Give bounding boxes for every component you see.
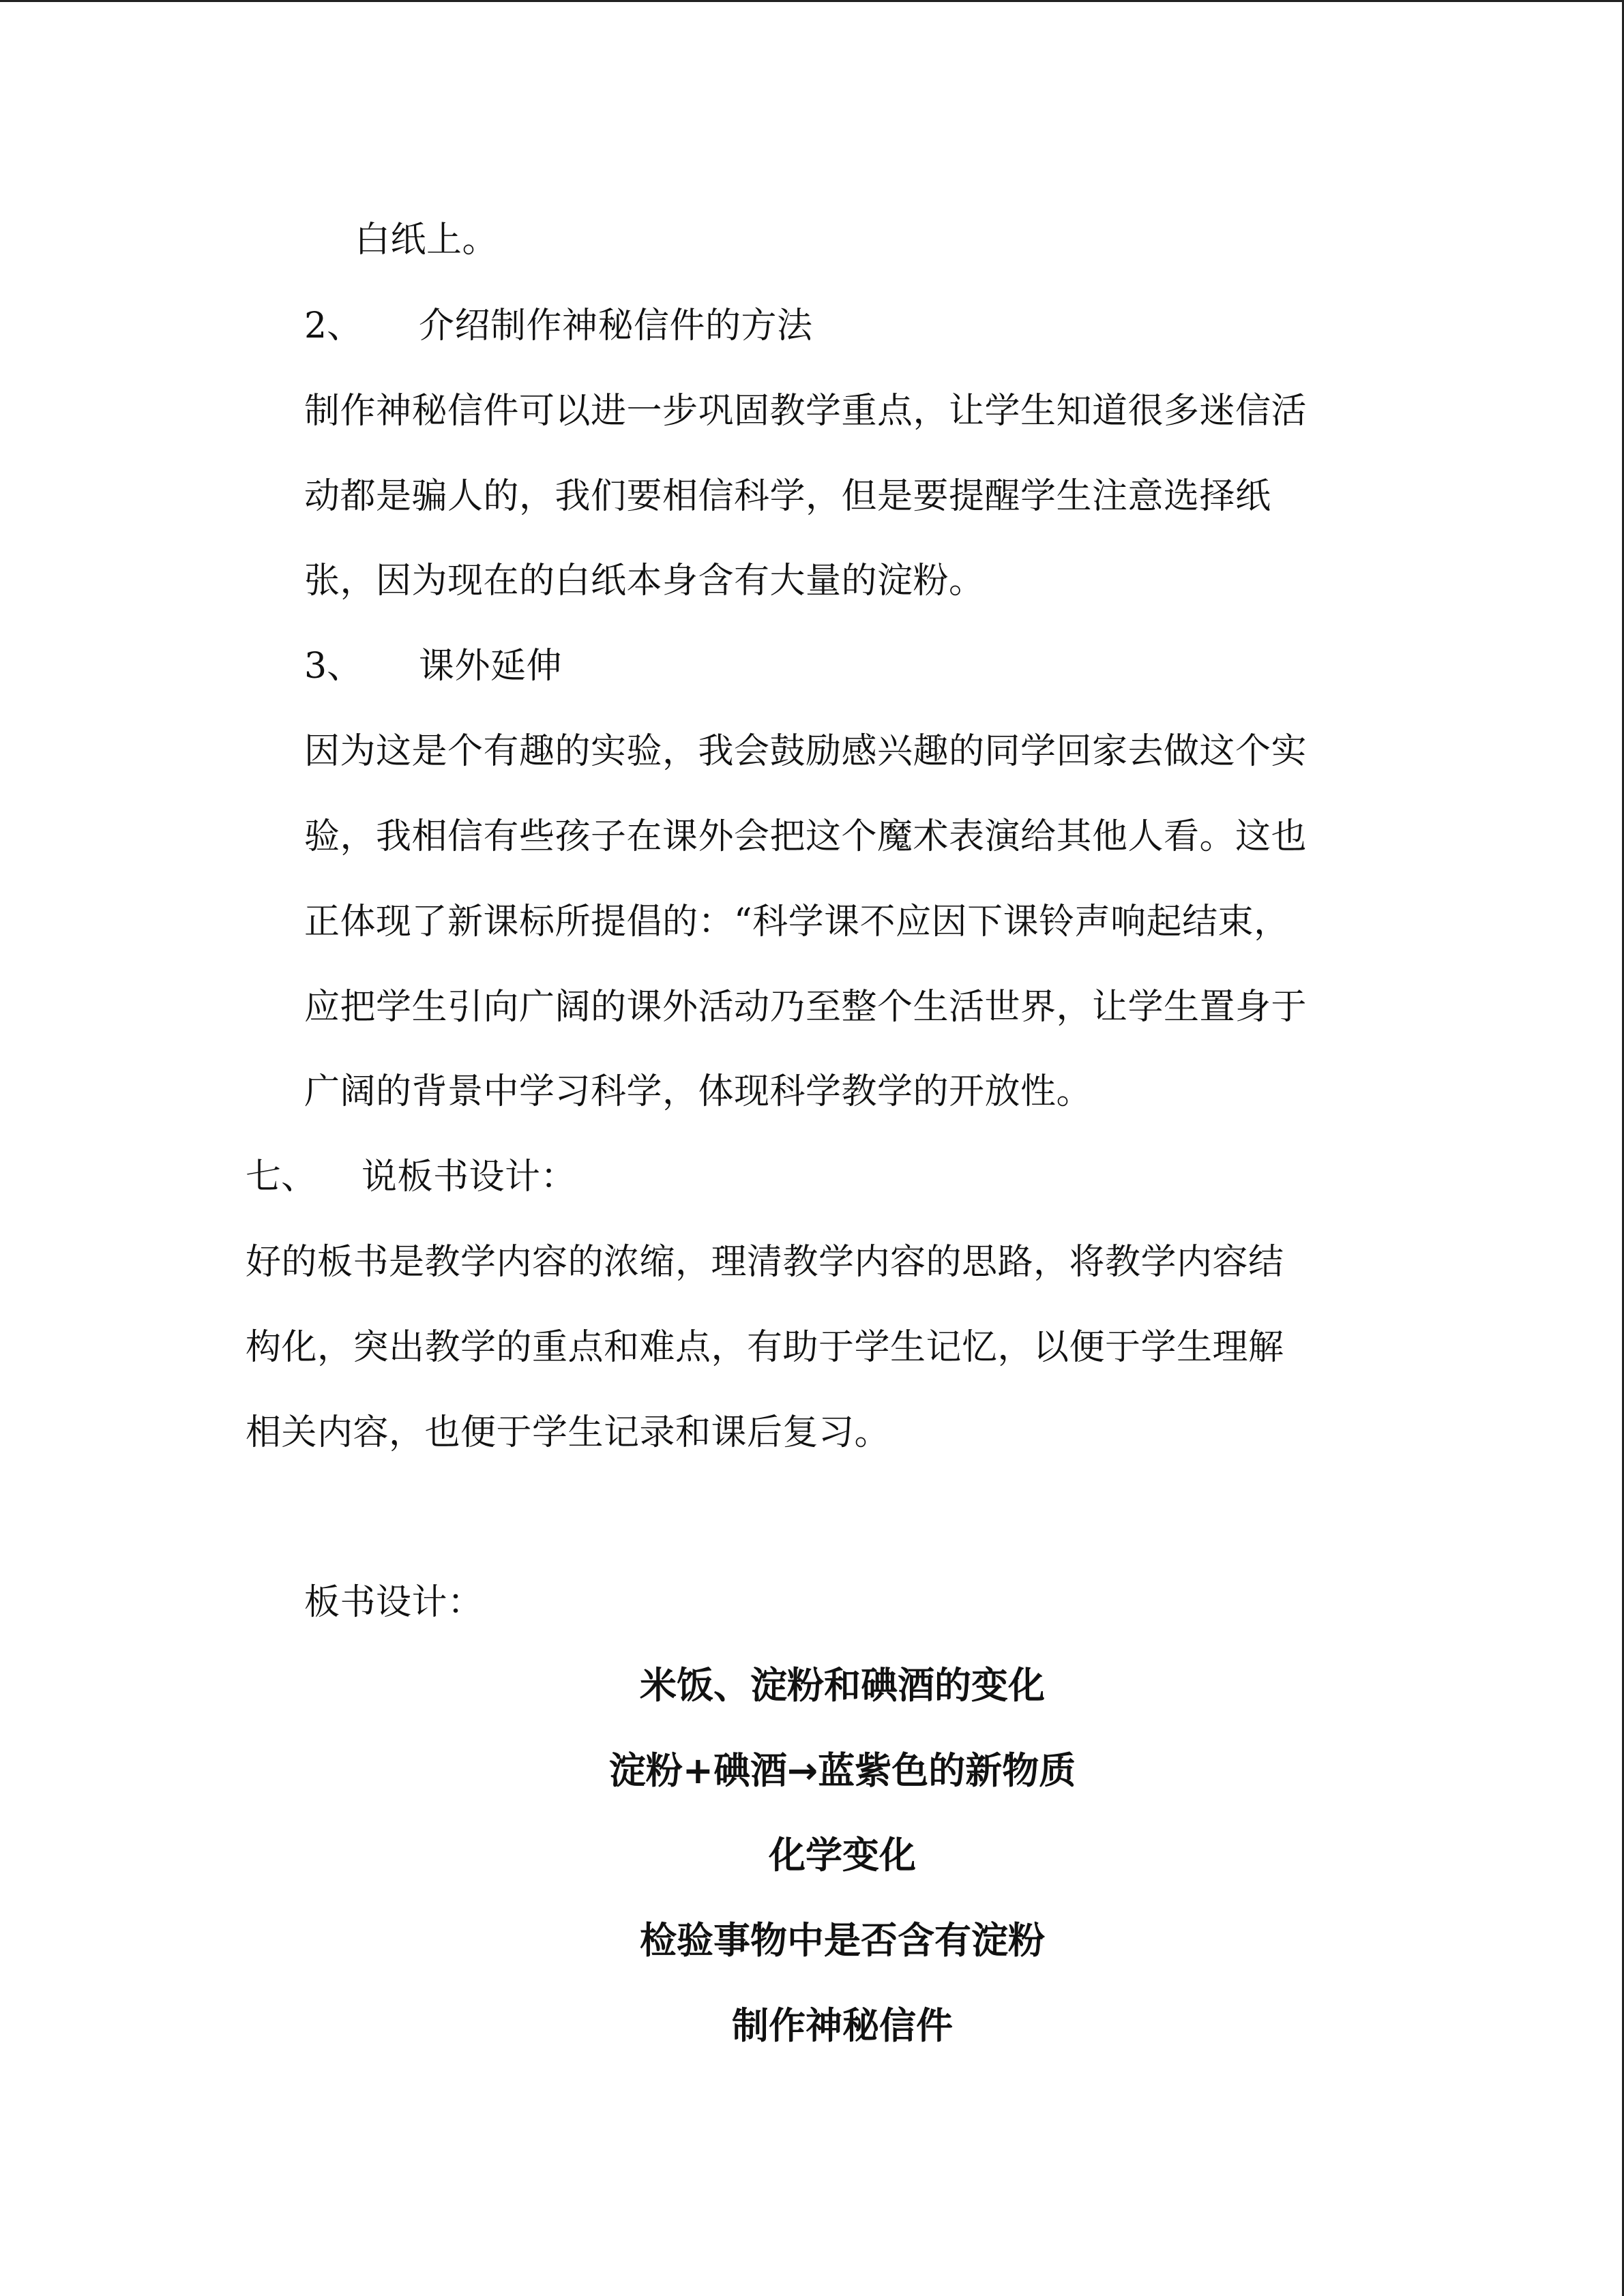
item-2-paragraph-line: 动都是骗人的，我们要相信科学，但是要提醒学生注意选择纸 [304,476,1271,517]
section-7-number: 七、 [246,1157,317,1197]
section-7-paragraph-line: 好的板书是教学内容的浓缩，理清教学内容的思路，将教学内容结 [246,1242,1284,1283]
board-line: 制作神秘信件 [732,2004,953,2047]
item-3-paragraph-line: 正体现了新课标所提倡的：“科学课不应因下课铃声响起结束， [304,901,1290,942]
item-2-heading: 介绍制作神秘信件的方法 [419,305,813,346]
section-7-paragraph-line: 相关内容，也便于学生记录和课后复习。 [246,1412,891,1453]
item-3-paragraph-line: 因为这是个有趣的实验，我会鼓励感兴趣的同学回家去做这个实 [304,731,1308,772]
item-3-heading: 课外延伸 [419,646,563,687]
board-design-label: 板书设计： [304,1582,484,1623]
page-top-border [0,0,1624,2]
item-3-paragraph-line: 广阔的背景中学习科学，体现科学教学的开放性。 [304,1071,1093,1112]
board-line: 化学变化 [769,1834,916,1877]
board-line: 淀粉+碘酒→蓝紫色的新物质 [608,1749,1076,1792]
section-7-paragraph-line: 构化，突出教学的重点和难点，有助于学生记忆，以便于学生理解 [246,1327,1284,1368]
board-title: 米饭、淀粉和碘酒的变化 [640,1664,1045,1707]
section-7-heading: 说板书设计： [361,1157,577,1197]
item-2-paragraph-line: 张，因为现在的白纸本身含有大量的淀粉。 [304,561,985,601]
item-2-number: 2、 [304,305,363,346]
item-2-paragraph-line: 制作神秘信件可以进一步巩固教学重点，让学生知道很多迷信活 [304,391,1308,432]
board-line: 检验事物中是否含有淀粉 [640,1919,1045,1962]
item-3-paragraph-line: 应把学生引向广阔的课外活动乃至整个生活世界，让学生置身于 [304,987,1308,1028]
item-3-number: 3、 [304,646,363,687]
continuation-text: 白纸上。 [355,220,499,260]
item-3-paragraph-line: 验，我相信有些孩子在课外会把这个魔术表演给其他人看。这也 [304,816,1308,857]
